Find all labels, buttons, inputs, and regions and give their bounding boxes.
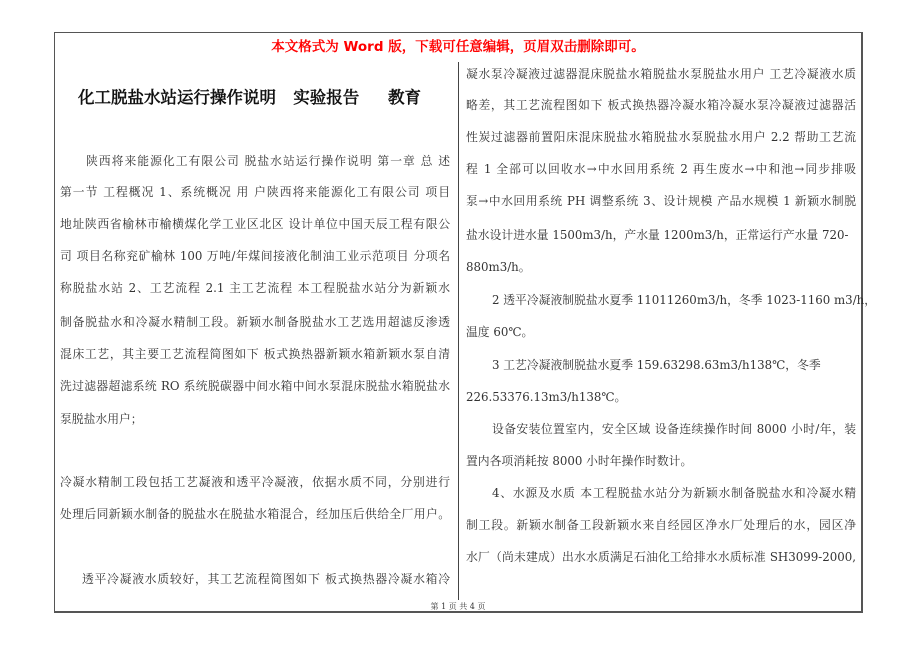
- text-line: 处理后同新颖水制备的脱盐水在脱盐水箱混合，经加压后供给全厂用户。: [60, 507, 450, 521]
- text-line: 880m3/h。: [466, 260, 531, 274]
- text-line: 称脱盐水站 2、工艺流程 2.1 主工艺流程 本工程脱盐水站分为新颖水: [60, 281, 450, 295]
- header-notice: 本文格式为 Word 版，下载可任意编辑，页眉双击删除即可。: [271, 39, 645, 55]
- text-line: 第一节 工程概况 1、系统概况 用 户陕西将来能源化工有限公司 项目: [60, 185, 450, 199]
- text-line: 置内各项消耗按 8000 小时年操作时数计。: [466, 454, 693, 468]
- text-line: 2 透平冷凝液制脱盐水夏季 11011260m3/h，冬季 1023-1160 m3/h，: [492, 293, 877, 307]
- text-line: 程 1 全部可以回收水→中水回用系统 2 再生废水→中和池→同步排吸: [466, 162, 856, 176]
- text-line: 地址陕西省榆林市榆横煤化学工业区北区 设计单位中国天辰工程有限公: [60, 217, 450, 231]
- text-line: 制工段。新颖水制备工段新颖水来自经园区净水厂处理后的水，园区净: [466, 518, 856, 532]
- text-line: 温度 60℃。: [466, 325, 534, 339]
- text-line: 4、水源及水质 本工程脱盐水站分为新颖水制备脱盐水和冷凝水精: [492, 486, 856, 500]
- text-line: 陕西将来能源化工有限公司 脱盐水站运行操作说明 第一章 总 述: [86, 154, 450, 168]
- text-line: 略差，其工艺流程图如下 板式换热器冷凝水箱冷凝水泵冷凝液过滤器活: [466, 98, 856, 112]
- text-line: 洗过滤器超滤系统 RO 系统脱碳器中间水箱中间水泵混床脱盐水箱脱盐水: [60, 379, 450, 393]
- text-line: 透平冷凝液水质较好，其工艺流程简图如下 板式换热器冷凝水箱冷: [82, 572, 450, 586]
- document-title: 化工脱盐水站运行操作说明 实验报告 教育: [78, 88, 421, 107]
- text-line: 冷凝水精制工段包括工艺凝液和透平冷凝液，依据水质不同，分别进行: [60, 475, 450, 489]
- text-line: 3 工艺冷凝液制脱盐水夏季 159.63298.63m3/h138℃，冬季: [492, 358, 821, 372]
- text-line: 性炭过滤器前置阳床混床脱盐水箱脱盐水泵脱盐水用户 2.2 帮助工艺流: [466, 130, 856, 144]
- text-line: 司 项目名称兖矿榆林 100 万吨/年煤间接液化制油工业示范项目 分项名: [60, 249, 450, 263]
- text-line: 制备脱盐水和冷凝水精制工段。新颖水制备脱盐水工艺选用超滤反渗透: [60, 315, 450, 329]
- text-line: 水厂（尚未建成）出水水质满足石油化工给排水水质标准 SH3099-2000,: [466, 550, 856, 564]
- text-line: 设备安装位置室内，安全区域 设备连续操作时间 8000 小时/年，装: [492, 422, 856, 436]
- text-line: 混床工艺，其主要工艺流程简图如下 板式换热器新颖水箱新颖水泵自清: [60, 347, 450, 361]
- text-line: 泵→中水回用系统 PH 调整系统 3、设计规模 产品水规模 1 新颖水制脱: [466, 194, 856, 208]
- text-line: 盐水设计进水量 1500m3/h，产水量 1200m3/h，正常运行产水量 720-: [466, 228, 849, 242]
- text-line: 226.53376.13m3/h138℃。: [466, 390, 627, 404]
- page-number: 第 1 页 共 4 页: [430, 602, 486, 611]
- text-line: 凝水泵冷凝液过滤器混床脱盐水箱脱盐水泵脱盐水用户 工艺冷凝液水质: [466, 67, 856, 81]
- column-divider: [458, 62, 459, 600]
- text-line: 泵脱盐水用户；: [60, 412, 143, 426]
